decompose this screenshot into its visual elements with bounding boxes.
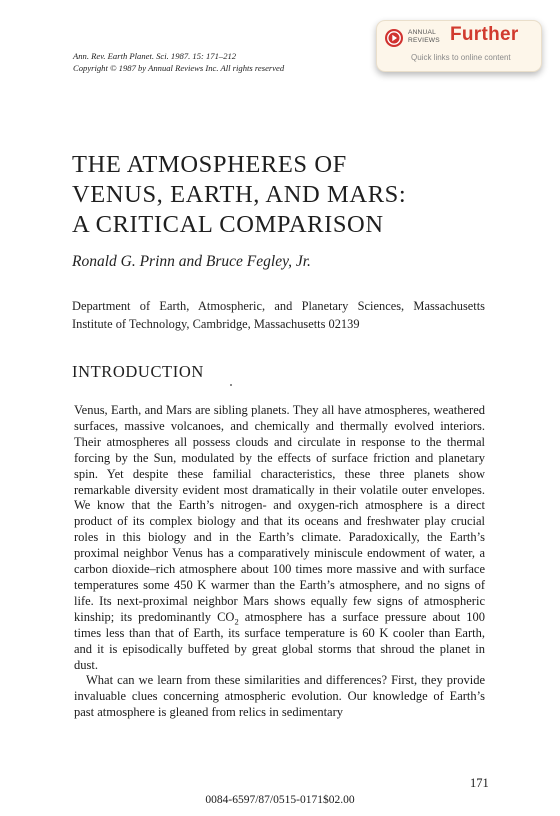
- body-paragraph-1: [74, 403, 485, 673]
- stray-dot-mark: [230, 384, 232, 386]
- play-arrow-icon: [385, 29, 403, 47]
- paragraph-1-text: Venus, Earth, and Mars are sibling planets. They all have atmospheres, weathered surfaces, massive volcanoes, and chemically and thermally evolved interiors. Their atmospheres all possess clouds and circulate in response to the thermal forcing by the Sun, modulated by the effects of surface friction and planetary spin. Yet despite these familial characteristics, these three planets show remarkable diversity evident most dramatically in their volatile outer envelopes. We know that the Earth’s nitrogen- and oxygen-rich atmosphere is a direct product of its complex biology and that its oceans and freshwater play crucial roles in this biology and in the Earth’s climate. Paradoxically, the Earth’s proximal neighbor Venus has a comparatively miniscule endowment of water, a carbon dioxide–rich atmosphere about 100 times more massive and with surface temperatures some 450 K warmer than the Earth’s atmosphere, and no signs of life. Its next-proximal neighbor Mars shows equally few signs of atmospheric kinship; its predominantly CO: [74, 403, 485, 624]
- journal-citation: [73, 50, 284, 74]
- title-line: VENUS, EARTH, AND MARS:: [72, 181, 407, 208]
- author-affiliation: Department of Earth, Atmospheric, and Planetary Sciences, Massachusetts Institute of Technology, Cambridge, Massachusetts 02139: [72, 299, 485, 331]
- annual-label: ANNUAL: [408, 29, 436, 36]
- paragraph-1-continuation: atmosphere has a surface pressure about 100 times less than that of Earth, its surface temperature is 60 K cooler than Earth, and it is episodically buffeted by great global storms that shroud the planet in dust.: [74, 609, 485, 672]
- page-number: 171: [470, 776, 489, 790]
- journal-citation-line: Ann. Rev. Earth Planet. Sci. 1987. 15: 171–212: [73, 51, 237, 61]
- subscript-2: 2: [234, 616, 239, 627]
- annual-reviews-further-badge[interactable]: [376, 20, 542, 72]
- reviews-label: REVIEWS: [408, 36, 440, 44]
- further-tagline: Quick links to online content: [411, 53, 511, 62]
- section-heading: INTRODUCTION: [72, 362, 204, 381]
- article-body: [74, 403, 485, 721]
- copyright-line: Copyright © 1987 by Annual Reviews Inc. All rights reserved: [73, 63, 285, 73]
- article-title: [72, 150, 406, 240]
- title-line: THE ATMOSPHERES OF: [72, 151, 347, 178]
- article-authors: Ronald G. Prinn and Bruce Fegley, Jr.: [72, 253, 311, 270]
- body-paragraph-2: What can we learn from these similarities and differences? First, they provide invaluable clues concerning atmospheric evolution. Our knowledge of Earth’s past atmosphere is gleaned from relics in sedimentary: [74, 673, 485, 720]
- annual-reviews-logo-text: [408, 29, 440, 44]
- title-line: A CRITICAL COMPARISON: [72, 211, 384, 238]
- further-label: Further: [450, 24, 519, 45]
- price-code: 0084-6597/87/0515-0171$02.00: [205, 794, 355, 806]
